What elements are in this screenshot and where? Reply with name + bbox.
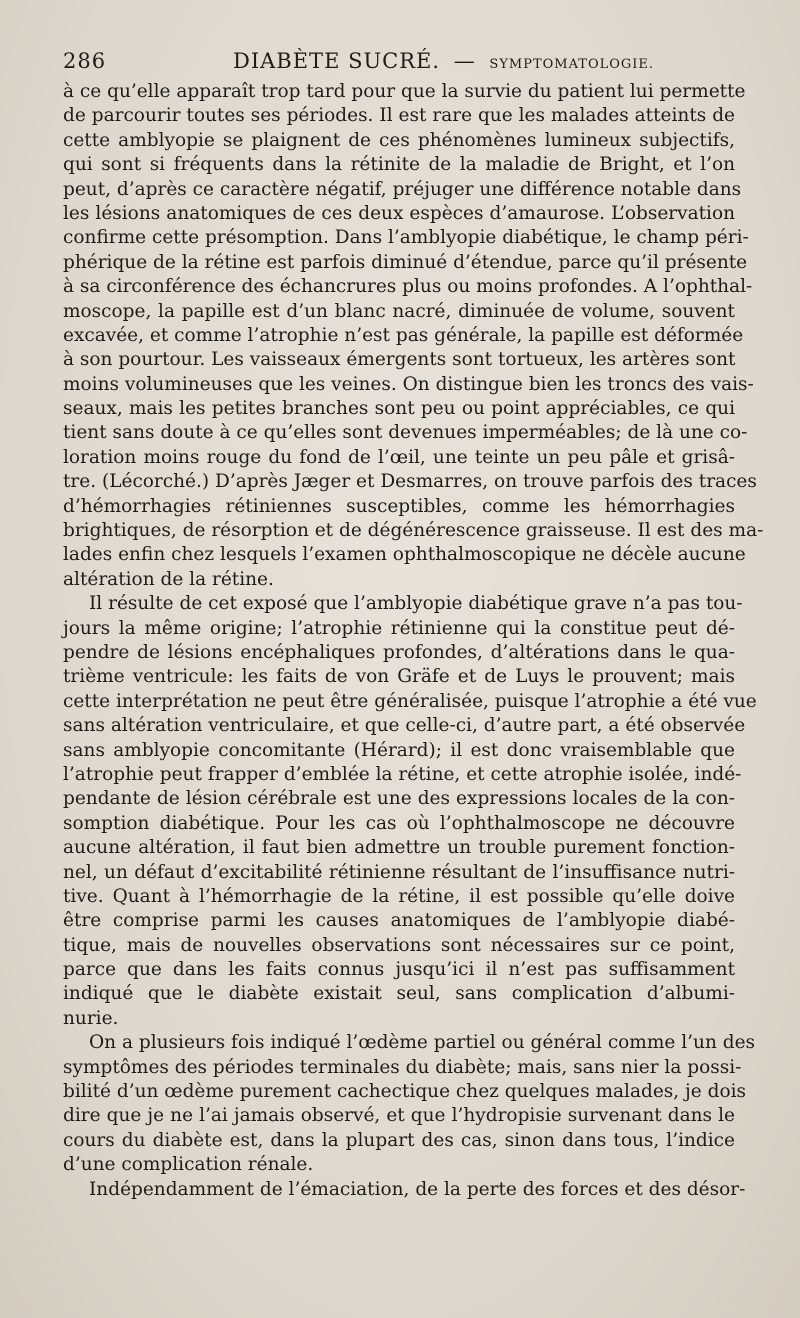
chapter-subtitle: SYMPTOMATOLOGIE. <box>489 57 655 72</box>
text-line: excavée, et comme l’atrophie n’est pas générale, la papille est déformée <box>63 324 744 346</box>
text-line: tre. (Lécorché.) D’après Jæger et Desmarres, on trouve parfois des traces <box>63 471 757 493</box>
text-line: lades enfin chez lesquels l’examen ophthalmoscopique ne décèle aucune <box>63 544 746 566</box>
text-line: à sa circonférence des échancrures plus ou moins profondes. A l’ophthal- <box>63 276 753 298</box>
text-line: moins volumineuses que les veines. On distingue bien les troncs des vais- <box>63 373 754 395</box>
text-line: Il résulte de cet exposé que l’amblyopie diabétique grave n’a pas tou- <box>89 593 743 615</box>
book-title: DIABÈTE SUCRÉ. <box>233 49 441 73</box>
paragraph <box>63 80 764 592</box>
text-line: les lésions anatomiques de ces deux espèces d’amaurose. L’observation <box>63 202 735 224</box>
text-line: indiqué que le diabète existait seul, sans complication d’albumi- <box>63 983 735 1005</box>
text-line: de parcourir toutes ses périodes. Il est rare que les malades atteints de <box>63 105 735 127</box>
text-line: Indépendamment de l’émaciation, de la perte des forces et des désor- <box>89 1178 746 1200</box>
text-line: cette amblyopie se plaignent de ces phénomènes lumineux subjectifs, <box>63 129 735 151</box>
body-text <box>63 80 764 1202</box>
title-separator: — <box>453 49 476 73</box>
text-line: jours la même origine; l’atrophie rétinienne qui la constitue peut dé- <box>63 617 735 639</box>
text-line: à son pourtour. Les vaisseaux émergents sont tortueux, les artères sont <box>63 349 736 371</box>
text-line: l’atrophie peut frapper d’emblée la rétine, et cette atrophie isolée, indé- <box>63 763 742 785</box>
running-head <box>63 44 735 78</box>
text-line: trième ventricule: les faits de von Gräfe et de Luys le prouvent; mais <box>63 666 735 688</box>
text-line: d’hémorrhagies rétiniennes susceptibles, comme les hémorrhagies <box>63 495 735 517</box>
paragraph <box>63 592 757 1031</box>
text-line: brightiques, de résorption et de dégénérescence graisseuse. Il est des ma- <box>63 520 764 542</box>
text-line: seaux, mais les petites branches sont peu ou point appréciables, ce qui <box>63 398 735 420</box>
text-line: dire que je ne l’ai jamais observé, et que l’hydropisie survenant dans le <box>63 1105 735 1127</box>
text-line: moscope, la papille est d’un blanc nacré, diminuée de volume, souvent <box>63 300 735 322</box>
text-line: confirme cette présomption. Dans l’amblyopie diabétique, le champ péri- <box>63 227 749 249</box>
text-line: à ce qu’elle apparaît trop tard pour que la survie du patient lui permette <box>63 81 746 102</box>
text-line: altération de la rétine. <box>63 568 274 590</box>
paragraph <box>63 1031 756 1177</box>
text-line: tive. Quant à l’hémorrhagie de la rétine, il est possible qu’elle doive <box>63 885 735 907</box>
text-line: tient sans doute à ce qu’elles sont devenues imperméables; de là une co- <box>63 422 748 444</box>
page-number: 286 <box>63 49 107 73</box>
text-line: somption diabétique. Pour les cas où l’ophthalmoscope ne découvre <box>63 812 735 834</box>
text-line: bilité d’un œdème purement cachectique chez quelques malades, je dois <box>63 1081 747 1103</box>
text-line: symptômes des périodes terminales du diabète; mais, sans nier la possi- <box>63 1056 742 1078</box>
running-title <box>233 44 654 82</box>
text-line: peut, d’après ce caractère négatif, préjuger une différence notable dans <box>63 178 742 200</box>
text-line: nel, un défaut d’excitabilité rétinienne résultant de l’insuffisance nutri- <box>63 861 735 883</box>
text-line: nurie. <box>63 1007 119 1029</box>
text-line: qui sont si fréquents dans la rétinite de la maladie de Bright, et l’on <box>63 154 735 176</box>
text-line: pendre de lésions encéphaliques profondes, d’altérations dans le qua- <box>63 641 735 663</box>
text-line: tique, mais de nouvelles observations sont nécessaires sur ce point, <box>63 934 735 956</box>
paragraph <box>63 1178 746 1202</box>
text-line: sans amblyopie concomitante (Hérard); il est donc vraisemblable que <box>63 739 735 761</box>
text-line: d’une complication rénale. <box>63 1154 314 1176</box>
text-line: aucune altération, il faut bien admettre un trouble purement fonction- <box>63 837 735 859</box>
text-line: pendante de lésion cérébrale est une des expressions locales de la con- <box>63 788 735 810</box>
text-line: sans altération ventriculaire, et que celle-ci, d’autre part, a été observée <box>63 715 746 737</box>
text-line: cours du diabète est, dans la plupart des cas, sinon dans tous, l’indice <box>63 1129 735 1151</box>
text-line: parce que dans les faits connus jusqu’ici il n’est pas suffisamment <box>63 959 735 981</box>
text-line: être comprise parmi les causes anatomiques de l’amblyopie diabé- <box>63 910 735 932</box>
text-line: phérique de la rétine est parfois diminué d’étendue, parce qu’il présente <box>63 251 748 273</box>
text-line: On a plusieurs fois indiqué l’œdème partiel ou général comme l’un des <box>89 1032 756 1054</box>
text-line: loration moins rouge du fond de l’œil, une teinte un peu pâle et grisâ- <box>63 446 735 468</box>
text-line: cette interprétation ne peut être généralisée, puisque l’atrophie a été vue <box>63 690 757 712</box>
